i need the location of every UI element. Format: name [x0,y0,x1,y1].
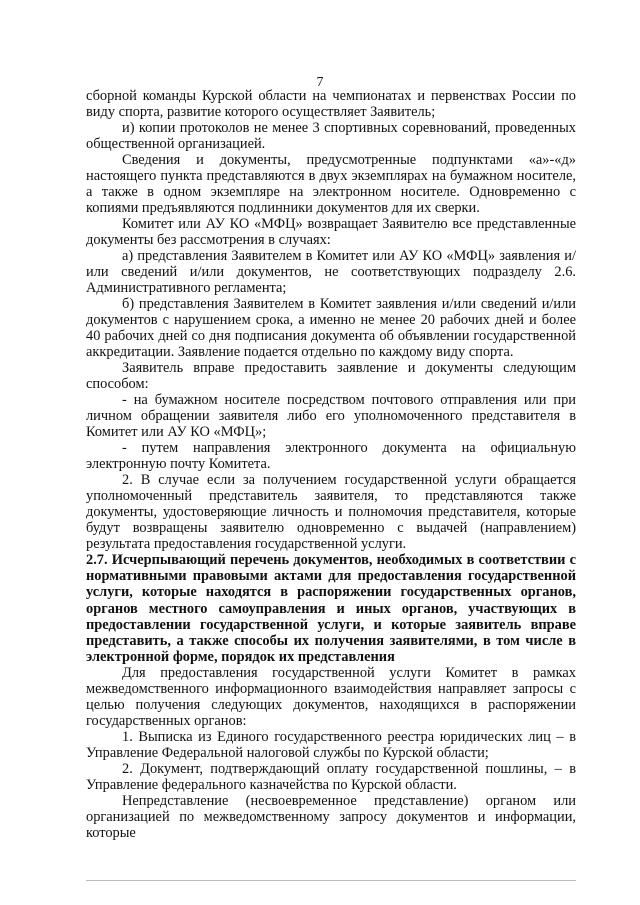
page-number: 7 [316,74,324,89]
paragraph: Заявитель вправе предоставить заявление и документы следующим способом: [86,360,576,392]
paragraph: 2. В случае если за получением государственной услуги обращается уполномоченный представитель заявителя, то представляются также документы, удостоверяющие личность и полномочия представителя, которые будут возвращены заявителю одновременно с выдачей (направлением) результата предоставления государственной услуги. [86,472,576,552]
paragraph: сборной команды Курской области на чемпионатах и первенствах России по виду спорта, развитие которого осуществляет Заявитель; [86,88,576,120]
list-item-b: б) представления Заявителем в Комитет заявления и/или сведений и/или документов с нарушением срока, а именно не менее 20 рабочих дней и более 40 рабочих дней со дня подписания документа об объявлении государственной аккредитации. Заявление подается отдельно по каждому виду спорта. [86,296,576,360]
section-heading: 2.7. Исчерпывающий перечень документов, необходимых в соответствии с нормативными правовыми актами для предоставления государственной услуги, которые находятся в распоряжении государственных органов, органов местного самоуправления и иных органов, участвующих в предоставлении государственной услуги, и которые заявитель вправе представить, а также способы их получения заявителями, в том числе в электронной форме, порядок их представления [86,552,576,666]
bullet-item: - на бумажном носителе посредством почтового отправления или при личном обращении заявителя либо его уполномоченного представителя в Комитет или АУ КО «МФЦ»; [86,392,576,440]
list-item-a: а) представления Заявителем в Комитет или АУ КО «МФЦ» заявления и/или сведений и/или документов, не соответствующих подразделу 2.6. Административного регламента; [86,248,576,296]
paragraph: Сведения и документы, предусмотренные подпунктами «а»-«д» настоящего пункта представляются в двух экземплярах на бумажном носителе, а также в одном экземпляре на электронном носителе. Одновременно с копиями предъявляются подлинники документов для их сверки. [86,152,576,216]
numbered-item: 1. Выписка из Единого государственного реестра юридических лиц – в Управление Федеральной налоговой службы по Курской области; [86,729,576,762]
list-item-i: и) копии протоколов не менее 3 спортивных соревнований, проведенных общественной организацией. [86,120,576,152]
paragraph: Для предоставления государственной услуги Комитет в рамках межведомственного информационного взаимодействия направляет запросы с целью получения следующих документов, находящихся в распоряжении государственных органов: [86,665,576,730]
bullet-item: - путем направления электронного документа на официальную электронную почту Комитета. [86,440,576,472]
page-bottom-rule [86,880,576,881]
document-body [86,88,576,841]
numbered-item: 2. Документ, подтверждающий оплату государственной пошлины, – в Управление федерального казначейства по Курской области. [86,761,576,794]
paragraph: Комитет или АУ КО «МФЦ» возвращает Заявителю все представленные документы без рассмотрения в случаях: [86,216,576,248]
paragraph: Непредставление (несвоевременное представление) органом или организацией по межведомственному запросу документов и информации, которые [86,793,576,842]
